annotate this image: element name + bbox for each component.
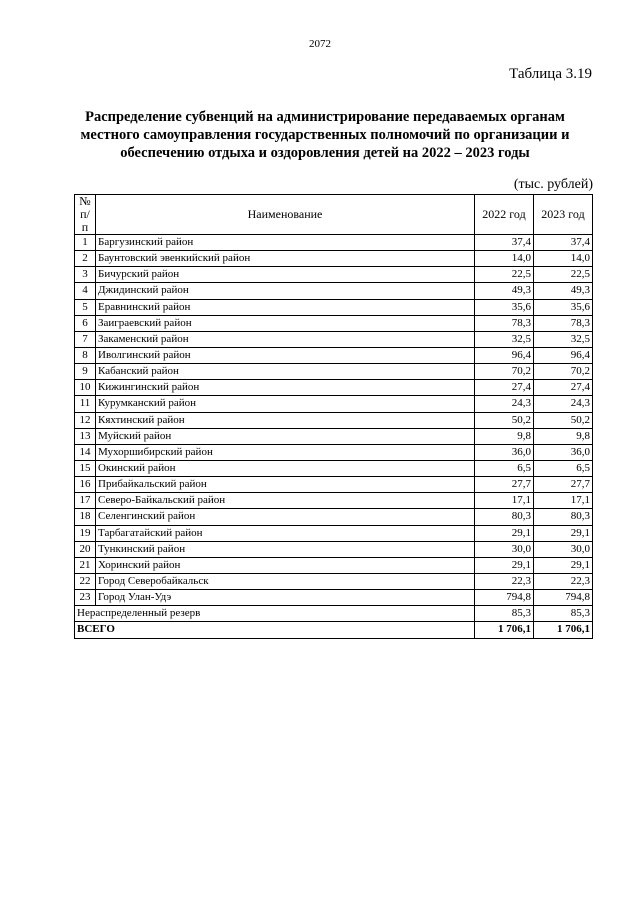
row-2023: 78,3 — [534, 315, 593, 331]
row-2023: 27,4 — [534, 380, 593, 396]
row-2022: 30,0 — [475, 541, 534, 557]
row-name: Муйский район — [96, 428, 475, 444]
row-name: Прибайкальский район — [96, 477, 475, 493]
row-number: 20 — [75, 541, 96, 557]
row-2022: 9,8 — [475, 428, 534, 444]
row-2023: 9,8 — [534, 428, 593, 444]
table-row — [75, 557, 593, 573]
row-2023: 29,1 — [534, 557, 593, 573]
row-number: 5 — [75, 299, 96, 315]
row-name: Город Северобайкальск — [96, 573, 475, 589]
row-2022: 29,1 — [475, 557, 534, 573]
row-2022: 36,0 — [475, 444, 534, 460]
row-number: 9 — [75, 364, 96, 380]
row-name: Заиграевский район — [96, 315, 475, 331]
table-row — [75, 525, 593, 541]
row-2023: 29,1 — [534, 525, 593, 541]
header-number-line1: № — [79, 194, 91, 208]
table-row — [75, 283, 593, 299]
row-2023: 70,2 — [534, 364, 593, 380]
row-number: 6 — [75, 315, 96, 331]
row-name: Баргузинский район — [96, 235, 475, 251]
row-2022: 6,5 — [475, 460, 534, 476]
table-row — [75, 235, 593, 251]
table-row — [75, 299, 593, 315]
row-2022: 14,0 — [475, 251, 534, 267]
row-2023: 96,4 — [534, 347, 593, 363]
table-row — [75, 590, 593, 606]
row-2023: 35,6 — [534, 299, 593, 315]
table-row — [75, 460, 593, 476]
row-2023: 32,5 — [534, 331, 593, 347]
row-number: 15 — [75, 460, 96, 476]
row-number: 4 — [75, 283, 96, 299]
row-2022: 70,2 — [475, 364, 534, 380]
row-name: Джидинский район — [96, 283, 475, 299]
row-2023: 30,0 — [534, 541, 593, 557]
row-name: Курумканский район — [96, 396, 475, 412]
row-number: 19 — [75, 525, 96, 541]
row-2023: 80,3 — [534, 509, 593, 525]
row-2022: 96,4 — [475, 347, 534, 363]
row-number: 1 — [75, 235, 96, 251]
row-name: Кижингинский район — [96, 380, 475, 396]
row-number: 17 — [75, 493, 96, 509]
row-name: Мухоршибирский район — [96, 444, 475, 460]
table-row — [75, 444, 593, 460]
row-name: Кабанский район — [96, 364, 475, 380]
row-2023: 36,0 — [534, 444, 593, 460]
row-2022: 35,6 — [475, 299, 534, 315]
row-number: 14 — [75, 444, 96, 460]
table-row — [75, 331, 593, 347]
document-title: Распределение субвенций на администрирование передаваемых органам местного самоуправления государственных полномочий по организации и обеспечению отдыха и оздоровления детей на 2022 – 2023 годы — [80, 109, 570, 161]
row-number: 8 — [75, 347, 96, 363]
row-name: Бичурский район — [96, 267, 475, 283]
table-row — [75, 412, 593, 428]
header-2022: 2022 год — [475, 195, 534, 235]
row-2022: 49,3 — [475, 283, 534, 299]
row-2023: 27,7 — [534, 477, 593, 493]
row-2022: 22,3 — [475, 573, 534, 589]
row-number: 16 — [75, 477, 96, 493]
row-name: Кяхтинский район — [96, 412, 475, 428]
row-2022: 78,3 — [475, 315, 534, 331]
total-label: ВСЕГО — [75, 622, 475, 638]
row-2023: 50,2 — [534, 412, 593, 428]
table-row — [75, 251, 593, 267]
table-row — [75, 347, 593, 363]
row-number: 13 — [75, 428, 96, 444]
table-row — [75, 380, 593, 396]
table-row — [75, 396, 593, 412]
reserve-2023: 85,3 — [534, 606, 593, 622]
reserve-2022: 85,3 — [475, 606, 534, 622]
header-row — [75, 195, 593, 235]
table-row — [75, 573, 593, 589]
units-label: (тыс. рублей) — [513, 177, 593, 192]
table-reference: Таблица 3.19 — [509, 66, 592, 82]
row-2023: 22,5 — [534, 267, 593, 283]
row-2022: 794,8 — [475, 590, 534, 606]
row-number: 12 — [75, 412, 96, 428]
row-2023: 22,3 — [534, 573, 593, 589]
row-number: 21 — [75, 557, 96, 573]
row-number: 22 — [75, 573, 96, 589]
header-number-line2: п/п — [80, 207, 90, 234]
total-row — [75, 622, 593, 638]
reserve-row — [75, 606, 593, 622]
row-name: Иволгинский район — [96, 347, 475, 363]
row-name: Хоринский район — [96, 557, 475, 573]
total-2022: 1 706,1 — [475, 622, 534, 638]
row-name: Тарбагатайский район — [96, 525, 475, 541]
row-2022: 24,3 — [475, 396, 534, 412]
row-2023: 49,3 — [534, 283, 593, 299]
row-number: 23 — [75, 590, 96, 606]
subvention-table — [74, 194, 593, 639]
row-2022: 17,1 — [475, 493, 534, 509]
row-name: Селенгинский район — [96, 509, 475, 525]
row-2023: 17,1 — [534, 493, 593, 509]
row-number: 3 — [75, 267, 96, 283]
row-name: Окинский район — [96, 460, 475, 476]
row-name: Северо-Байкальский район — [96, 493, 475, 509]
table-row — [75, 477, 593, 493]
table-row — [75, 493, 593, 509]
row-number: 10 — [75, 380, 96, 396]
table-row — [75, 509, 593, 525]
row-number: 2 — [75, 251, 96, 267]
page-number: 2072 — [309, 38, 331, 50]
row-2022: 32,5 — [475, 331, 534, 347]
total-2023: 1 706,1 — [534, 622, 593, 638]
table-body — [75, 235, 593, 606]
table-row — [75, 315, 593, 331]
header-name: Наименование — [96, 195, 475, 235]
table-row — [75, 364, 593, 380]
row-name: Баунтовский эвенкийский район — [96, 251, 475, 267]
row-name: Закаменский район — [96, 331, 475, 347]
row-2022: 27,4 — [475, 380, 534, 396]
row-number: 18 — [75, 509, 96, 525]
row-2023: 14,0 — [534, 251, 593, 267]
row-2023: 794,8 — [534, 590, 593, 606]
row-2023: 37,4 — [534, 235, 593, 251]
table-row — [75, 541, 593, 557]
reserve-label: Нераспределенный резерв — [75, 606, 475, 622]
row-2023: 6,5 — [534, 460, 593, 476]
row-2022: 37,4 — [475, 235, 534, 251]
table-row — [75, 428, 593, 444]
header-number — [75, 195, 96, 235]
row-2022: 22,5 — [475, 267, 534, 283]
header-2023: 2023 год — [534, 195, 593, 235]
row-2023: 24,3 — [534, 396, 593, 412]
row-name: Город Улан-Удэ — [96, 590, 475, 606]
row-2022: 80,3 — [475, 509, 534, 525]
row-number: 7 — [75, 331, 96, 347]
row-name: Еравнинский район — [96, 299, 475, 315]
row-2022: 50,2 — [475, 412, 534, 428]
table-row — [75, 267, 593, 283]
row-2022: 29,1 — [475, 525, 534, 541]
row-number: 11 — [75, 396, 96, 412]
row-2022: 27,7 — [475, 477, 534, 493]
row-name: Тункинский район — [96, 541, 475, 557]
